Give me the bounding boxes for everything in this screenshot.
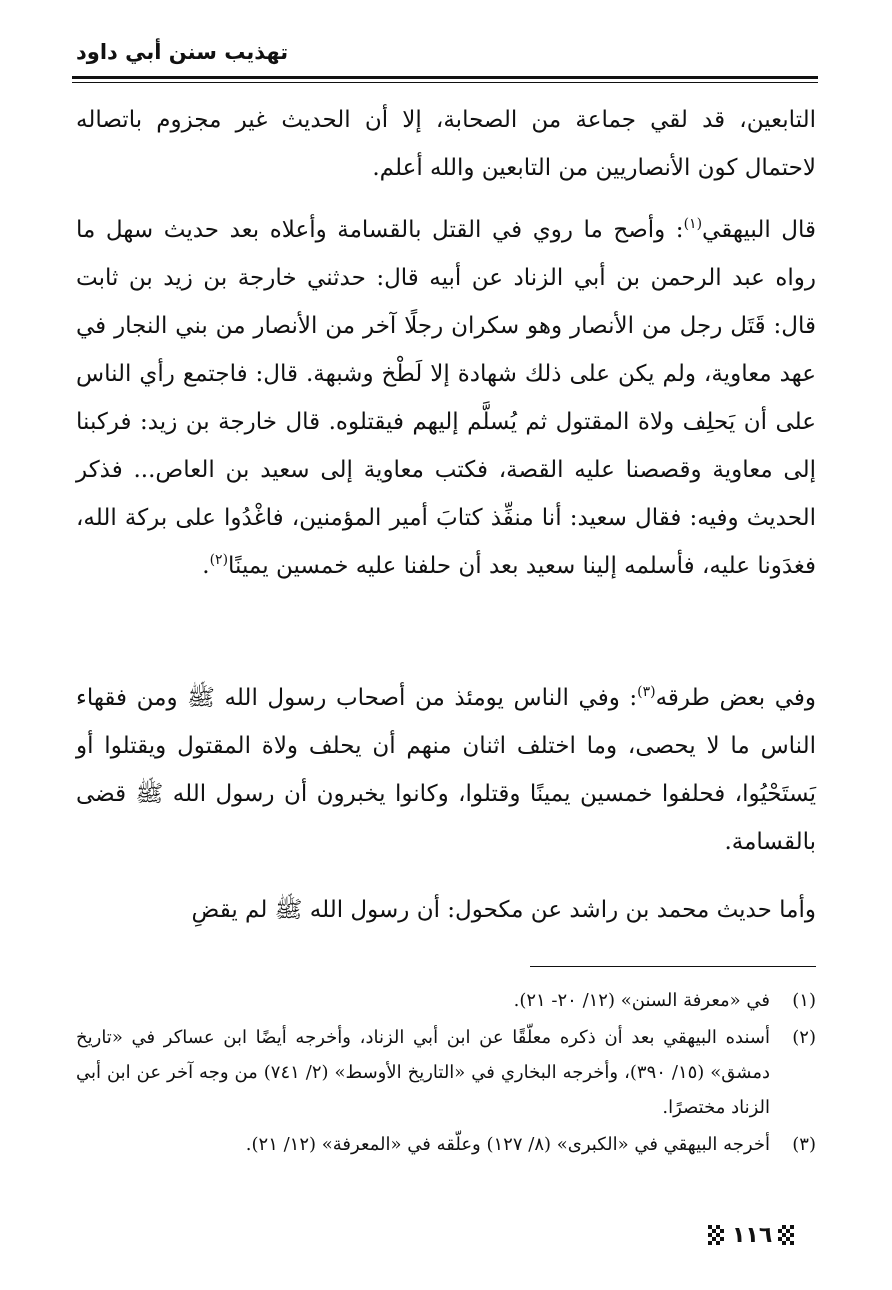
footnotes (76, 983, 816, 1164)
paragraph-2-text (76, 206, 816, 590)
paragraph-2-lead: قال البيهقي (702, 217, 816, 243)
footnote-2-number: (٢) (792, 1027, 816, 1048)
page-folio (708, 1223, 796, 1249)
header-rule-thin (72, 82, 818, 83)
footnote-3-text: أخرجه البيهقي في «الكبرى» (٨/ ١٢٧) وعلّقه في «المعرفة» (١٢/ ٢١). (245, 1134, 770, 1155)
checkered-diamond-icon (778, 1225, 796, 1247)
header-rule-thick (72, 76, 818, 79)
footnote-3-number: (٣) (792, 1134, 816, 1155)
paragraph-3-lead: وفي بعض طرقه (655, 685, 817, 711)
footnote-separator (530, 966, 816, 967)
footnote-1-text: في «معرفة السنن» (١٢/ ٢٠- ٢١). (513, 990, 770, 1011)
paragraph-1 (76, 96, 816, 192)
running-head: تهذيب سنن أبي داود (76, 40, 289, 64)
paragraph-3 (76, 674, 816, 866)
footnote-ref-1[interactable]: (١) (683, 216, 703, 232)
paragraph-2-body: : وأصح ما روي في القتل بالقسامة وأعلاه بعد حديث سهل ما رواه عبد الرحمن بن أبي الزناد عن أبيه قال: حدثني خارجة بن زيد بن ثابت قال: قَتَل رجل من الأنصار وهو سكران رجلًا آخر من الأنصار من بني النجار في عهد معاوية، ولم يكن على ذلك شهادة إلا لَطْخ وشبهة. قال: فاجتمع رأي الناس على أن يَحلِف ولاة المقتول ثم يُسلَّم إليهم فيقتلوه. قال خارجة بن زيد: فركبنا إلى معاوية وقصصنا عليه القصة، فكتب معاوية إلى سعيد بن العاص... فذكر الحديث وفيه: فقال سعيد: أنا منفِّذ كتابَ أمير المؤمنين، فاغْدُوا على بركة الله، فغدَونا عليه، فأسلمه إلينا سعيد بعد أن حلفنا عليه خمسين يمينًا (76, 217, 816, 579)
paragraph-2 (76, 206, 816, 590)
footnote-1 (76, 983, 816, 1018)
footnote-2-text: أسنده البيهقي بعد أن ذكره معلّقًا عن ابن أبي الزناد، وأخرجه أيضًا ابن عساكر في «تاريخ دمشق» (١٥/ ٣٩٠)، وأخرجه البخاري في «التاريخ الأوسط» (٢/ ٧٤١) من وجه آخر عن ابن أبي الزناد مختصرًا. (76, 1027, 771, 1118)
footnote-ref-2[interactable]: (٢) (209, 552, 229, 568)
footnote-1-number: (١) (792, 990, 816, 1011)
checkered-diamond-icon (708, 1225, 726, 1247)
page-number: ١١٦ (732, 1223, 773, 1248)
footnote-3 (76, 1127, 816, 1162)
footnote-2 (76, 1020, 816, 1125)
paragraph-4-text: وأما حديث محمد بن راشد عن مكحول: أن رسول الله ﷺ لم يقضِ (191, 897, 816, 923)
footnote-ref-3[interactable]: (٣) (637, 684, 656, 700)
paragraph-3-body: : وفي الناس يومئذ من أصحاب رسول الله ﷺ ومن فقهاء الناس ما لا يحصى، وما اختلف اثنان منهم أن يحلف ولاة المقتول ويقتلوا أو يَستَحْيُوا، فحلفوا خمسين يمينًا وقتلوا، وكانوا يخبرون أن رسول الله ﷺ قضى بالقسامة. (76, 685, 816, 855)
paragraph-1-text: التابعين، قد لقي جماعة من الصحابة، إلا أن الحديث غير مجزوم باتصاله لاحتمال كون الأنصاريين من التابعين والله أعلم. (76, 107, 816, 181)
paragraph-2-end: . (202, 553, 210, 579)
paragraph-3-text (76, 674, 816, 866)
paragraph-4 (76, 886, 816, 934)
